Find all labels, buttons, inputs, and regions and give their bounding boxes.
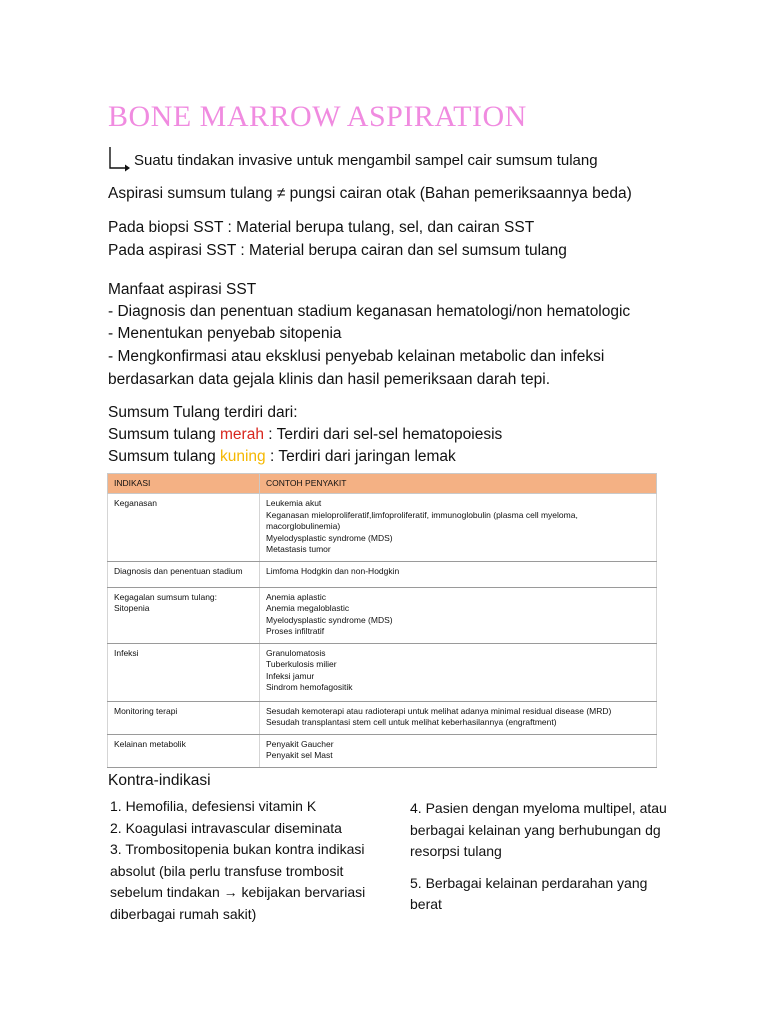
manfaat-heading: Manfaat aspirasi SST (108, 281, 257, 298)
sumsum-kuning-line (108, 446, 456, 468)
contoh-penyakit-text: Sesudah transplantasi stem cell untuk melihat keberhasilannya (engraftment) (266, 717, 557, 727)
aspirasi-line: Pada aspirasi SST : Material berupa cairan dan sel sumsum tulang (108, 242, 567, 259)
indikasi-cell (108, 734, 260, 767)
contoh-penyakit-cell (260, 734, 657, 767)
indikasi-cell (108, 587, 260, 643)
sumsum-merah-line (108, 424, 502, 446)
kontra-item: 4. Pasien dengan myeloma multipel, atau berbagai kelainan yang berhubungan dg resorpsi tulang (410, 800, 667, 859)
kontra-item: 2. Koagulasi intravascular diseminata (110, 819, 342, 836)
table-row (108, 494, 657, 562)
kontra-item: 1. Hemofilia, defesiensi vitamin K (110, 798, 317, 814)
contoh-penyakit-text: Anemia megaloblastic (266, 603, 350, 613)
indikasi-text: Keganasan (114, 498, 158, 508)
indikasi-cell (108, 494, 260, 562)
header-contoh-penyakit: CONTOH PENYAKIT (260, 474, 657, 494)
table-row (108, 587, 657, 643)
indikasi-text: Diagnosis dan penentuan stadium (114, 565, 243, 576)
contoh-penyakit-text: Proses infiltratif (266, 626, 325, 636)
contoh-penyakit-text: Tuberkulosis milier (266, 659, 337, 669)
contoh-penyakit-text: Keganasan mieloproliferatif,limfoproliferatif, immunoglobulin (plasma cell myeloma, macorglobulinemia) (266, 509, 578, 531)
indikasi-text: Infeksi (114, 647, 139, 658)
header-indikasi: INDIKASI (108, 474, 260, 494)
page-title: BONE MARROW ASPIRATION (108, 100, 527, 133)
definition-text: Suatu tindakan invasive untuk mengambil sampel cair sumsum tulang (134, 152, 598, 169)
indikasi-cell (108, 701, 260, 734)
contoh-penyakit-text: Myelodysplastic syndrome (MDS) (266, 614, 393, 625)
contoh-penyakit-cell (260, 587, 657, 643)
contoh-penyakit-text: Leukemia akut (266, 498, 322, 508)
indikasi-text: Monitoring terapi (114, 705, 178, 716)
table-row (108, 643, 657, 701)
sumsum-heading: Sumsum Tulang terdiri dari: (108, 404, 298, 421)
indikasi-cell (108, 561, 260, 587)
manfaat-item: berdasarkan data gejala klinis dan hasil pemeriksaan darah tepi. (108, 371, 551, 388)
indikasi-text: Sitopenia (114, 603, 150, 613)
merah-word: merah (220, 426, 264, 443)
table-row (108, 561, 657, 587)
contoh-penyakit-text: Granulomatosis (266, 647, 326, 658)
manfaat-item: - Diagnosis dan penentuan stadium keganasan hematologi/non hematologic (108, 303, 631, 320)
contoh-penyakit-text: Sesudah kemoterapi atau radioterapi untuk melihat adanya minimal residual disease (MRD) (266, 705, 612, 716)
indikasi-cell (108, 643, 260, 701)
manfaat-item: - Mengkonfirmasi atau eksklusi penyebab kelainan metabolic dan infeksi (108, 348, 605, 365)
contoh-penyakit-text: Penyakit sel Mast (266, 750, 333, 760)
contoh-penyakit-cell (260, 494, 657, 562)
table-row (108, 734, 657, 767)
merah-suffix: : Terdiri dari sel-sel hematopoiesis (263, 426, 503, 443)
kuning-suffix: : Terdiri dari jaringan lemak (265, 448, 456, 465)
kontra-right-column (410, 798, 680, 916)
kuning-word: kuning (220, 448, 266, 465)
biopsi-line: Pada biopsi SST : Material berupa tulang, sel, dan cairan SST (108, 219, 535, 236)
manfaat-item: - Menentukan penyebab sitopenia (108, 325, 342, 342)
contoh-penyakit-text: Penyakit Gaucher (266, 738, 334, 749)
table-header-row (108, 474, 657, 494)
indikasi-text: Kelainan metabolik (114, 738, 186, 749)
indikasi-text: Kegagalan sumsum tulang: (114, 591, 218, 602)
contoh-penyakit-cell (260, 643, 657, 701)
aspirasi-vs-pungsi: Aspirasi sumsum tulang ≠ pungsi cairan otak (Bahan pemeriksaannya beda) (108, 185, 632, 202)
merah-prefix: Sumsum tulang (108, 426, 220, 443)
contoh-penyakit-cell (260, 561, 657, 587)
contoh-penyakit-text: Infeksi jamur (266, 670, 315, 681)
contoh-penyakit-text: Limfoma Hodgkin dan non-Hodgkin (266, 565, 400, 576)
contoh-penyakit-text: Anemia aplastic (266, 591, 327, 602)
indikasi-table (107, 473, 657, 768)
arrow-icon (108, 146, 134, 172)
kontra-heading: Kontra-indikasi (108, 772, 211, 789)
contoh-penyakit-text: Metastasis tumor (266, 544, 331, 554)
kontra-left-column (110, 796, 400, 925)
kontra-item: 5. Berbagai kelainan perdarahan yang berat (410, 874, 648, 912)
table-row (108, 701, 657, 734)
kontra-item: 3. Trombositopenia bukan kontra indikasi absolut (bila perlu transfuse trombosit sebelum tindakan → kebijakan bervariasi diberbagai rumah sakit) (110, 841, 366, 922)
contoh-penyakit-cell (260, 701, 657, 734)
contoh-penyakit-text: Myelodysplastic syndrome (MDS) (266, 532, 393, 543)
kuning-prefix: Sumsum tulang (108, 448, 220, 465)
contoh-penyakit-text: Sindrom hemofagositik (266, 682, 353, 692)
